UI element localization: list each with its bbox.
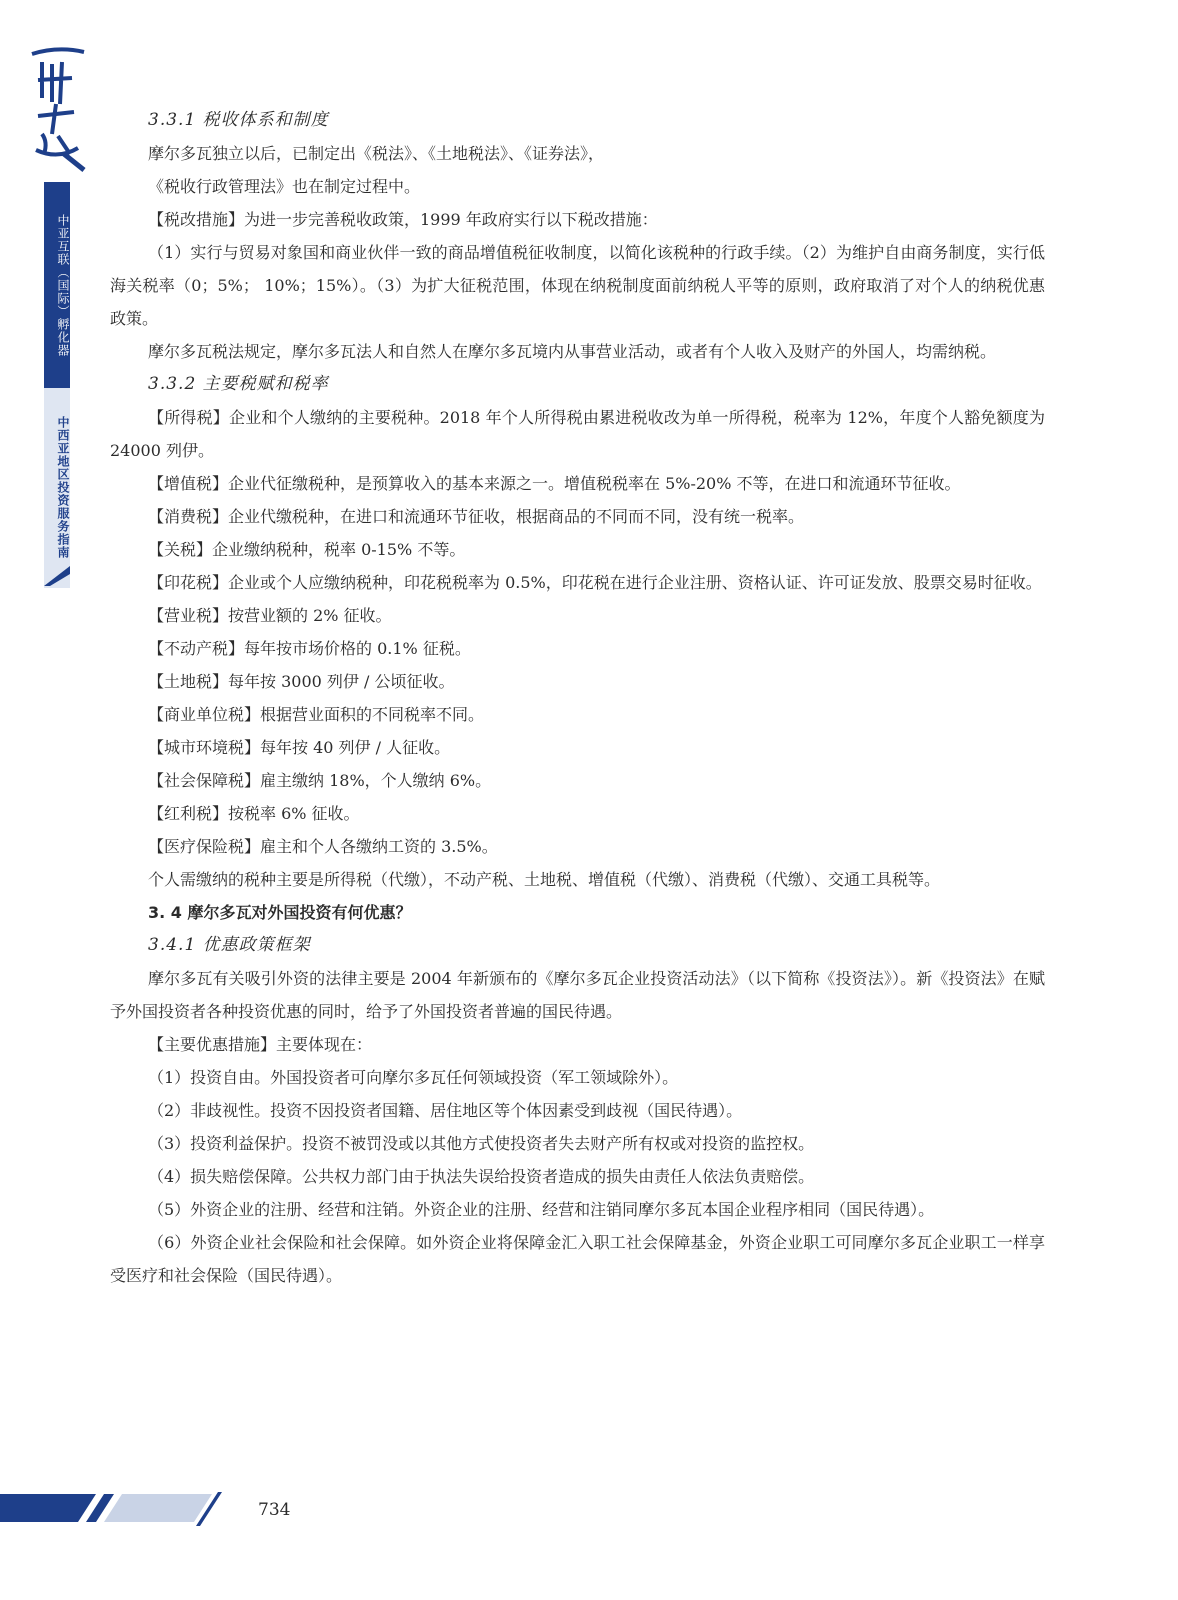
tax-item: 【营业税】按营业额的 2% 征收。 (148, 606, 392, 625)
paragraph-tax-laws-a: 摩尔多瓦独立以后，已制定出《税法》、《土地税法》、《证券法》， (148, 144, 605, 163)
page-content (110, 104, 1045, 1292)
tax-item: 【城市环境税】每年按 40 列伊 / 人征收。 (148, 738, 451, 757)
tax-item: 【商业单位税】根据营业面积的不同税率不同。 (148, 705, 485, 724)
measure-item: （6）外资企业社会保险和社会保障。如外资企业将保障金汇入职工社会保障基金，外资企业职工可同摩尔多瓦企业职工一样享受医疗和社会保险（国民待遇）。 (110, 1233, 1045, 1285)
paragraph-tax-obligation: 摩尔多瓦税法规定，摩尔多瓦法人和自然人在摩尔多瓦境内从事营业活动，或者有个人收入及财产的外国人，均需纳税。 (148, 342, 997, 361)
paragraph-investment-law: 摩尔多瓦有关吸引外资的法律主要是 2004 年新颁布的《摩尔多瓦企业投资活动法》（以下简称《投资法》）。新《投资法》在赋予外国投资者各种投资优惠的同时，给予了外国投资者普遍的国民待遇。 (110, 969, 1045, 1021)
measure-item: （3）投资利益保护。投资不被罚没或以其他方式使投资者失去财产所有权或对投资的监控权。 (148, 1134, 815, 1153)
paragraph-tax-reform: 【税改措施】为进一步完善税收政策，1999 年政府实行以下税改措施： (148, 210, 658, 229)
paragraph-tax-laws-b: 《税收行政管理法》也在制定过程中。 (148, 177, 421, 196)
sidebar-label-guide: 中西亚地区投资服务指南 (56, 416, 70, 559)
measure-item: （1）投资自由。外国投资者可向摩尔多瓦任何领域投资（军工领域除外）。 (148, 1068, 679, 1087)
footer-stripes-icon (0, 1488, 240, 1528)
measure-item: （4）损失赔偿保障。公共权力部门由于执法失误给投资者造成的损失由责任人依法负责赔偿。 (148, 1167, 815, 1186)
tax-item: 【红利税】按税率 6% 征收。 (148, 804, 360, 823)
tax-item: 【所得税】企业和个人缴纳的主要税种。2018 年个人所得税由累进税收改为单一所得税，税率为 12%，年度个人豁免额度为 24000 列伊。 (110, 408, 1045, 460)
tax-item: 【消费税】企业代缴税种，在进口和流通环节征收，根据商品的不同而不同，没有统一税率。 (148, 507, 805, 526)
tax-item: 【不动产税】每年按市场价格的 0.1% 征税。 (148, 639, 471, 658)
tax-summary: 个人需缴纳的税种主要是所得税（代缴），不动产税、土地税、增值税（代缴）、消费税（代缴）、交通工具税等。 (148, 870, 941, 889)
belt-road-logo-icon (28, 42, 88, 172)
brand-logo (28, 42, 84, 180)
page-number: 734 (258, 1500, 291, 1520)
tax-item: 【关税】企业缴纳税种，税率 0-15% 不等。 (148, 540, 466, 559)
tax-item: 【社会保障税】雇主缴纳 18%，个人缴纳 6%。 (148, 771, 492, 790)
paragraph-reform-measures: （1）实行与贸易对象国和商业伙伴一致的商品增值税征收制度，以简化该税种的行政手续。（2）为维护自由商务制度，实行低海关税率（0；5%； 10%；15%）。（3）为扩大征税范围，体现在纳税制度面前纳税人平等的原则，政府取消了对个人的纳税优惠政策。 (110, 243, 1045, 328)
measure-item: （5）外资企业的注册、经营和注销。外资企业的注册、经营和注销同摩尔多瓦本国企业程序相同（国民待遇）。 (148, 1200, 935, 1219)
paragraph-main-measures: 【主要优惠措施】主要体现在： (148, 1035, 373, 1054)
tax-item: 【印花税】企业或个人应缴纳税种，印花税税率为 0.5%，印花税在进行企业注册、资格认证、许可证发放、股票交易时征收。 (148, 573, 1042, 592)
tax-item: 【土地税】每年按 3000 列伊 / 公顷征收。 (148, 672, 455, 691)
section-3-4-1-title: 3.4.1 优惠政策框架 (148, 935, 311, 955)
sidebar-label-incubator: 中亚互联（国际）孵化器 (56, 213, 70, 357)
section-3-3-2-title: 3.3.2 主要税赋和税率 (148, 374, 329, 394)
sidebar-tail-icon (44, 560, 70, 586)
tax-item: 【增值税】企业代征缴税种，是预算收入的基本来源之一。增值税税率在 5%-20% 不等，在进口和流通环节征收。 (148, 474, 961, 493)
measure-item: （2）非歧视性。投资不因投资者国籍、居住地区等个体因素受到歧视（国民待遇）。 (148, 1101, 743, 1120)
section-3-4-title: 3. 4 摩尔多瓦对外国投资有何优惠？ (148, 903, 412, 922)
tax-item: 【医疗保险税】雇主和个人各缴纳工资的 3.5%。 (148, 837, 498, 856)
section-3-3-1-title: 3.3.1 税收体系和制度 (148, 110, 329, 130)
